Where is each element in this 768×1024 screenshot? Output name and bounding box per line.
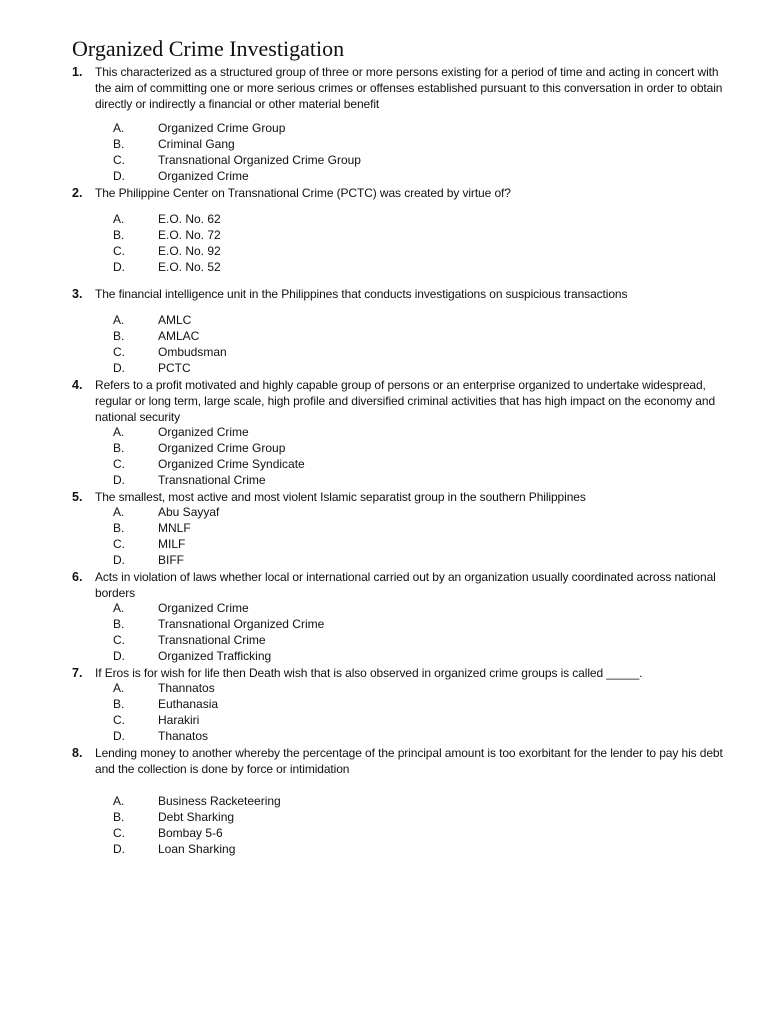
options-1 [0,120,768,184]
option-text: Criminal Gang [158,137,235,151]
question-number: 3. [72,287,83,301]
option-d [0,728,768,744]
option-c [0,825,768,841]
option-text: Organized Crime [158,425,249,439]
options-3 [0,312,768,376]
option-a [0,120,768,136]
option-text: Thannatos [158,681,215,695]
option-text: Debt Sharking [158,810,235,824]
options-6 [0,600,768,664]
option-text: AMLC [158,313,192,327]
option-text: MNLF [158,521,191,535]
option-letter: C. [113,713,125,727]
option-letter: A. [113,425,125,439]
options-2 [0,211,768,275]
question-text: Refers to a profit motivated and highly capable group of persons or an enterprise organized to undertake widespread, regular or long term, large scale, high profile and diversified criminal activities that has high impact on the economy and national security [95,378,716,424]
question-text: Acts in violation of laws whether local or international carried out by an organization usually coordinated across national borders [95,570,716,600]
option-text: Harakiri [158,713,200,727]
option-letter: B. [113,137,125,151]
option-letter: C. [113,457,125,471]
option-a [0,424,768,440]
option-letter: A. [113,505,125,519]
option-d [0,259,768,275]
option-c [0,344,768,360]
option-letter: B. [113,441,125,455]
option-letter: C. [113,153,125,167]
option-b [0,520,768,536]
option-a [0,600,768,616]
option-letter: D. [113,842,125,856]
option-letter: D. [113,260,125,274]
option-d [0,472,768,488]
option-letter: A. [113,601,125,615]
question-text: The financial intelligence unit in the Philippines that conducts investigations on suspicious transactions [95,287,628,301]
page-title: Organized Crime Investigation [72,36,345,61]
option-c [0,536,768,552]
option-text: Organized Crime Syndicate [158,457,305,471]
option-letter: D. [113,553,125,567]
question-text: The smallest, most active and most violent Islamic separatist group in the southern Philippines [95,490,586,504]
option-letter: A. [113,313,125,327]
question-text: This characterized as a structured group of three or more persons existing for a period of time and acting in concert with the aim of committing one or more serious crimes or offenses established pursuant to this conversation in order to obtain directly or indirectly a financial or other material benefit [95,65,723,111]
question-number: 2. [72,186,83,200]
option-c [0,243,768,259]
option-d [0,360,768,376]
question-number: 5. [72,490,83,504]
option-letter: A. [113,212,125,226]
option-d [0,648,768,664]
option-letter: B. [113,810,125,824]
option-d [0,168,768,184]
option-b [0,328,768,344]
question-text: If Eros is for wish for life then Death wish that is also observed in organized crime groups is called _____. [95,666,643,680]
option-text: E.O. No. 62 [158,212,221,226]
option-letter: A. [113,794,125,808]
option-b [0,440,768,456]
option-letter: B. [113,697,125,711]
option-text: Abu Sayyaf [158,505,220,519]
question-number: 7. [72,666,83,680]
option-text: BIFF [158,553,184,567]
option-text: Organized Crime Group [158,121,286,135]
option-text: Transnational Organized Crime [158,617,325,631]
option-letter: C. [113,345,125,359]
option-text: Transnational Organized Crime Group [158,153,361,167]
option-letter: C. [113,633,125,647]
option-text: AMLAC [158,329,200,343]
option-a [0,504,768,520]
option-text: Business Racketeering [158,794,281,808]
option-a [0,793,768,809]
option-text: E.O. No. 92 [158,244,221,258]
option-b [0,616,768,632]
question-number: 4. [72,378,83,392]
question-number: 1. [72,65,83,79]
option-letter: B. [113,521,125,535]
question-text: Lending money to another whereby the percentage of the principal amount is too exorbitant for the lender to pay his debt and the collection is done by force or intimidation [95,746,723,776]
option-text: MILF [158,537,186,551]
option-b [0,227,768,243]
option-text: Organized Crime [158,601,249,615]
option-letter: D. [113,729,125,743]
option-letter: D. [113,169,125,183]
option-text: Bombay 5-6 [158,826,223,840]
option-b [0,136,768,152]
option-c [0,456,768,472]
option-c [0,632,768,648]
option-c [0,152,768,168]
option-text: Thanatos [158,729,209,743]
option-a [0,211,768,227]
options-8 [0,793,768,857]
options-7 [0,680,768,744]
question-number: 8. [72,746,83,760]
option-text: Transnational Crime [158,473,266,487]
option-letter: C. [113,537,125,551]
option-letter: A. [113,681,125,695]
option-letter: D. [113,361,125,375]
option-d [0,841,768,857]
option-text: Organized Crime [158,169,249,183]
question-number: 6. [72,570,83,584]
option-a [0,680,768,696]
option-b [0,696,768,712]
options-5 [0,504,768,568]
option-text: E.O. No. 52 [158,260,221,274]
option-b [0,809,768,825]
option-text: Loan Sharking [158,842,236,856]
option-text: E.O. No. 72 [158,228,221,242]
option-letter: B. [113,329,125,343]
option-text: Organized Crime Group [158,441,286,455]
option-text: Transnational Crime [158,633,266,647]
option-a [0,312,768,328]
option-letter: B. [113,228,125,242]
option-d [0,552,768,568]
option-letter: D. [113,649,125,663]
option-text: Euthanasia [158,697,219,711]
option-letter: A. [113,121,125,135]
option-text: Organized Trafficking [158,649,272,663]
option-text: PCTC [158,361,191,375]
option-letter: C. [113,826,125,840]
question-text: The Philippine Center on Transnational Crime (PCTC) was created by virtue of? [95,186,511,200]
options-4 [0,424,768,488]
option-c [0,712,768,728]
option-letter: D. [113,473,125,487]
option-letter: C. [113,244,125,258]
option-text: Ombudsman [158,345,227,359]
option-letter: B. [113,617,125,631]
